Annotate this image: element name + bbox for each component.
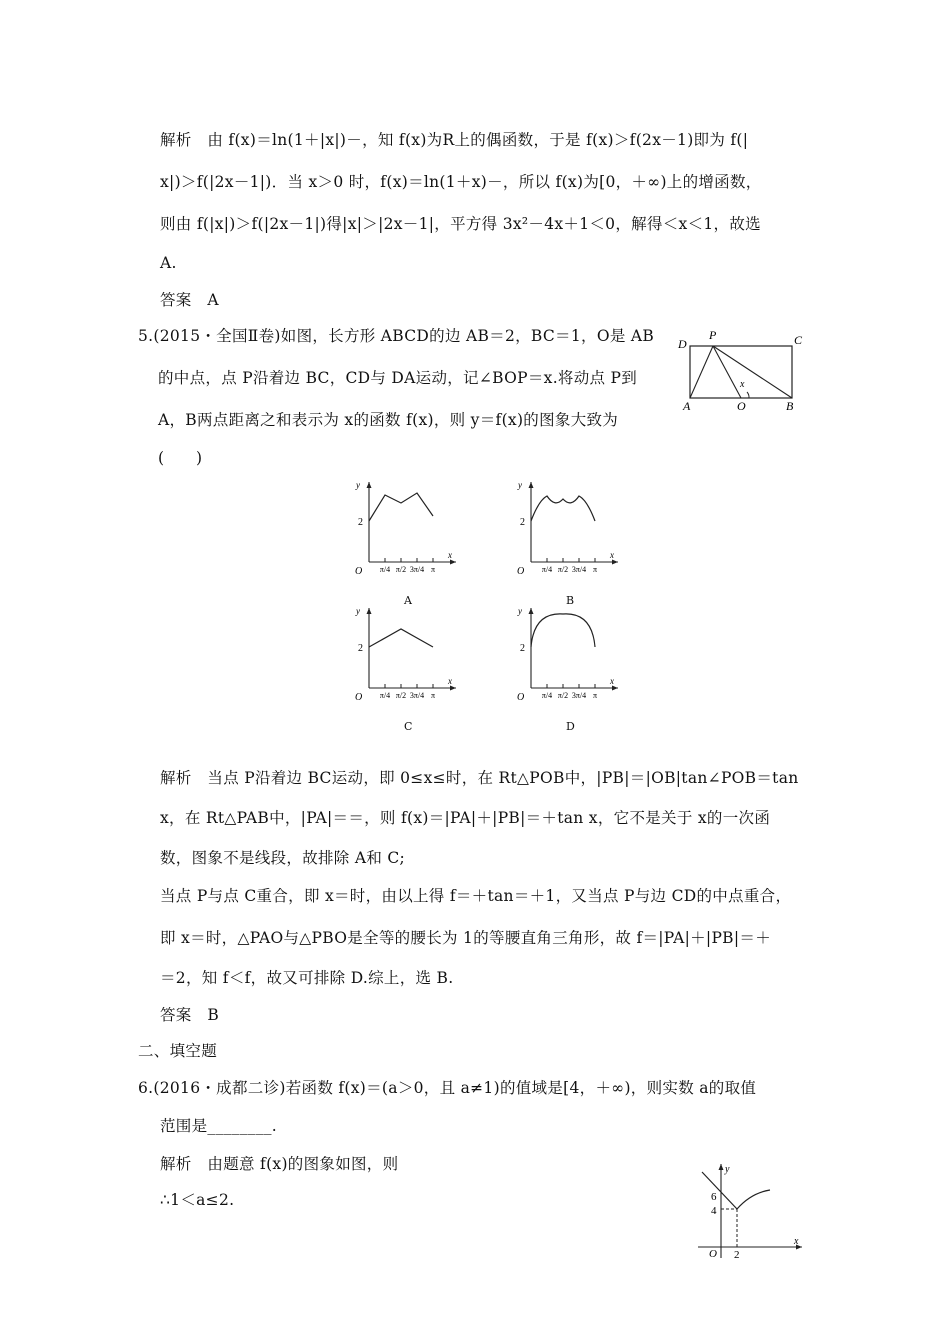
x-tick-label-2: π/2 (557, 691, 569, 700)
y-axis-label: y (356, 480, 360, 490)
y-tick-2: 2 (358, 643, 363, 654)
y-axis-arrow (367, 482, 372, 488)
option-graph-a (352, 478, 462, 590)
rect-label-p: P (709, 328, 717, 342)
x-tick-label-3: 3π/4 (409, 565, 425, 574)
option-curve (531, 614, 595, 647)
x-tick-label-1: π/4 (541, 565, 553, 574)
x-axis-arrow (612, 560, 618, 565)
x-tick-label-4: π (430, 691, 436, 700)
q6-function-graph (694, 1160, 806, 1260)
q6-y-label: y (725, 1164, 730, 1175)
rect-label-b: B (786, 399, 794, 413)
q5-stem-line-2: 的中点，点 P沿着边 BC，CD与 DA运动，记∠BOP＝x.将动点 P到 (158, 369, 638, 387)
x-tick-label-1: π/4 (379, 691, 391, 700)
q5-analysis-line-3: 数，图象不是线段，故排除 A和 C; (160, 849, 406, 867)
q4-answer: 答案 A (160, 291, 219, 309)
q6-y-tick-4: 4 (711, 1205, 717, 1217)
q5-analysis-line-4: 当点 P与点 C重合，即 x＝时，由以上得 f＝＋tan＝＋1，又当点 P与边 CD的中点重合， (160, 887, 792, 905)
rect-label-c: C (794, 333, 803, 347)
option-caption-d: D (566, 720, 575, 733)
x-tick-label-2: π/2 (395, 691, 407, 700)
q5-analysis-line-6: ＝2，知 f＜f，故又可排除 D.综上，选 B. (160, 969, 454, 987)
y-tick-2: 2 (520, 643, 525, 654)
x-axis-label: x (448, 550, 452, 560)
rectangle-abcd-figure (676, 326, 810, 414)
q6-x-tick-2: 2 (734, 1249, 740, 1260)
option-caption-a: A (404, 594, 412, 607)
x-tick-label-4: π (592, 565, 598, 574)
option-curve (369, 629, 433, 647)
x-tick-label-3: 3π/4 (571, 691, 587, 700)
rect-label-d: D (678, 337, 687, 351)
x-tick-label-3: 3π/4 (409, 691, 425, 700)
q4-analysis-line-3: 则由 f(|x|)＞f(|2x－1|)得|x|＞|2x－1|，平方得 3x²－4x＋1＜0，解得＜x＜1，故选 (160, 215, 761, 233)
y-axis-arrow (529, 482, 534, 488)
origin-label: O (517, 566, 525, 577)
y-tick-2: 2 (358, 517, 363, 528)
rect-label-a: A (683, 399, 691, 413)
x-tick-label-2: π/2 (557, 565, 569, 574)
q6-x-label: x (794, 1236, 799, 1247)
x-tick-label-3: 3π/4 (571, 565, 587, 574)
q6-analysis-line-1: 解析 由题意 f(x)的图象如图，则 (160, 1155, 399, 1173)
y-axis-arrow (529, 608, 534, 614)
rect-label-angle-x: x (740, 379, 745, 390)
x-axis-label: x (448, 676, 452, 686)
x-tick-label-4: π (430, 565, 436, 574)
y-axis-arrow (367, 608, 372, 614)
x-tick-label-1: π/4 (379, 565, 391, 574)
x-axis-label: x (610, 550, 614, 560)
q5-analysis-line-5: 即 x＝时，△PAO与△PBO是全等的腰长为 1的等腰直角三角形，故 f＝|PA|＋|PB|＝＋ (160, 929, 771, 947)
origin-label: O (355, 692, 363, 703)
x-tick-label-4: π (592, 691, 598, 700)
x-axis-arrow (612, 686, 618, 691)
option-caption-c: C (404, 720, 413, 733)
q4-analysis-line-2: x|)＞f(|2x－1|)．当 x＞0 时，f(x)＝ln(1＋x)－，所以 f(x)为[0，＋∞)上的增函数， (160, 173, 762, 191)
y-axis-label: y (518, 480, 522, 490)
q6-stem-line-2: 范围是________. (160, 1117, 278, 1135)
q5-stem-line-3: A，B两点距离之和表示为 x的函数 f(x)，则 y＝f(x)的图象大致为 (158, 411, 619, 429)
y-axis-label: y (518, 606, 522, 616)
y-axis-label: y (356, 606, 360, 616)
origin-label: O (355, 566, 363, 577)
rect-label-o: O (737, 399, 746, 413)
option-graph-c (352, 604, 462, 716)
origin-label: O (517, 692, 525, 703)
x-tick-label-1: π/4 (541, 691, 553, 700)
q5-stem-line-1: 5.(2015・全国Ⅱ卷)如图，长方形 ABCD的边 AB＝2，BC＝1，O是 AB (138, 327, 655, 345)
x-axis-arrow (450, 686, 456, 691)
q6-origin-label: O (709, 1248, 717, 1260)
q5-analysis-line-2: x，在 Rt△PAB中，|PA|＝＝，则 f(x)＝|PA|＋|PB|＝＋tan x，它不是关于 x的一次函 (160, 809, 771, 827)
q5-answer: 答案 B (160, 1006, 220, 1024)
q4-analysis-line-1: 解析 由 f(x)＝ln(1＋|x|)－，知 f(x)为R上的偶函数，于是 f(x)＞f(2x－1)即为 f(| (160, 131, 749, 149)
option-graph-b (514, 478, 624, 590)
q6-analysis-line-2: ∴1＜a≤2. (160, 1191, 235, 1209)
option-curve (369, 493, 433, 521)
q6-stem-line-1: 6.(2016・成都二诊)若函数 f(x)＝(a＞0，且 a≠1)的值域是[4，＋∞)，则实数 a的取值 (138, 1079, 757, 1097)
option-caption-b: B (566, 594, 575, 607)
x-axis-arrow (450, 560, 456, 565)
section-heading-fill-blank: 二、填空题 (138, 1042, 218, 1060)
option-graph-d (514, 604, 624, 716)
q6-y-tick-6: 6 (711, 1191, 717, 1203)
q4-analysis-line-4: A. (160, 254, 177, 272)
x-tick-label-2: π/2 (395, 565, 407, 574)
y-tick-2: 2 (520, 517, 525, 528)
q5-stem-line-4: ( ) (158, 449, 203, 467)
q5-analysis-line-1: 解析 当点 P沿着边 BC运动，即 0≤x≤时，在 Rt△POB中，|PB|＝|OB|tan∠POB＝tan (160, 769, 799, 787)
x-axis-label: x (610, 676, 614, 686)
option-curve (531, 496, 595, 521)
